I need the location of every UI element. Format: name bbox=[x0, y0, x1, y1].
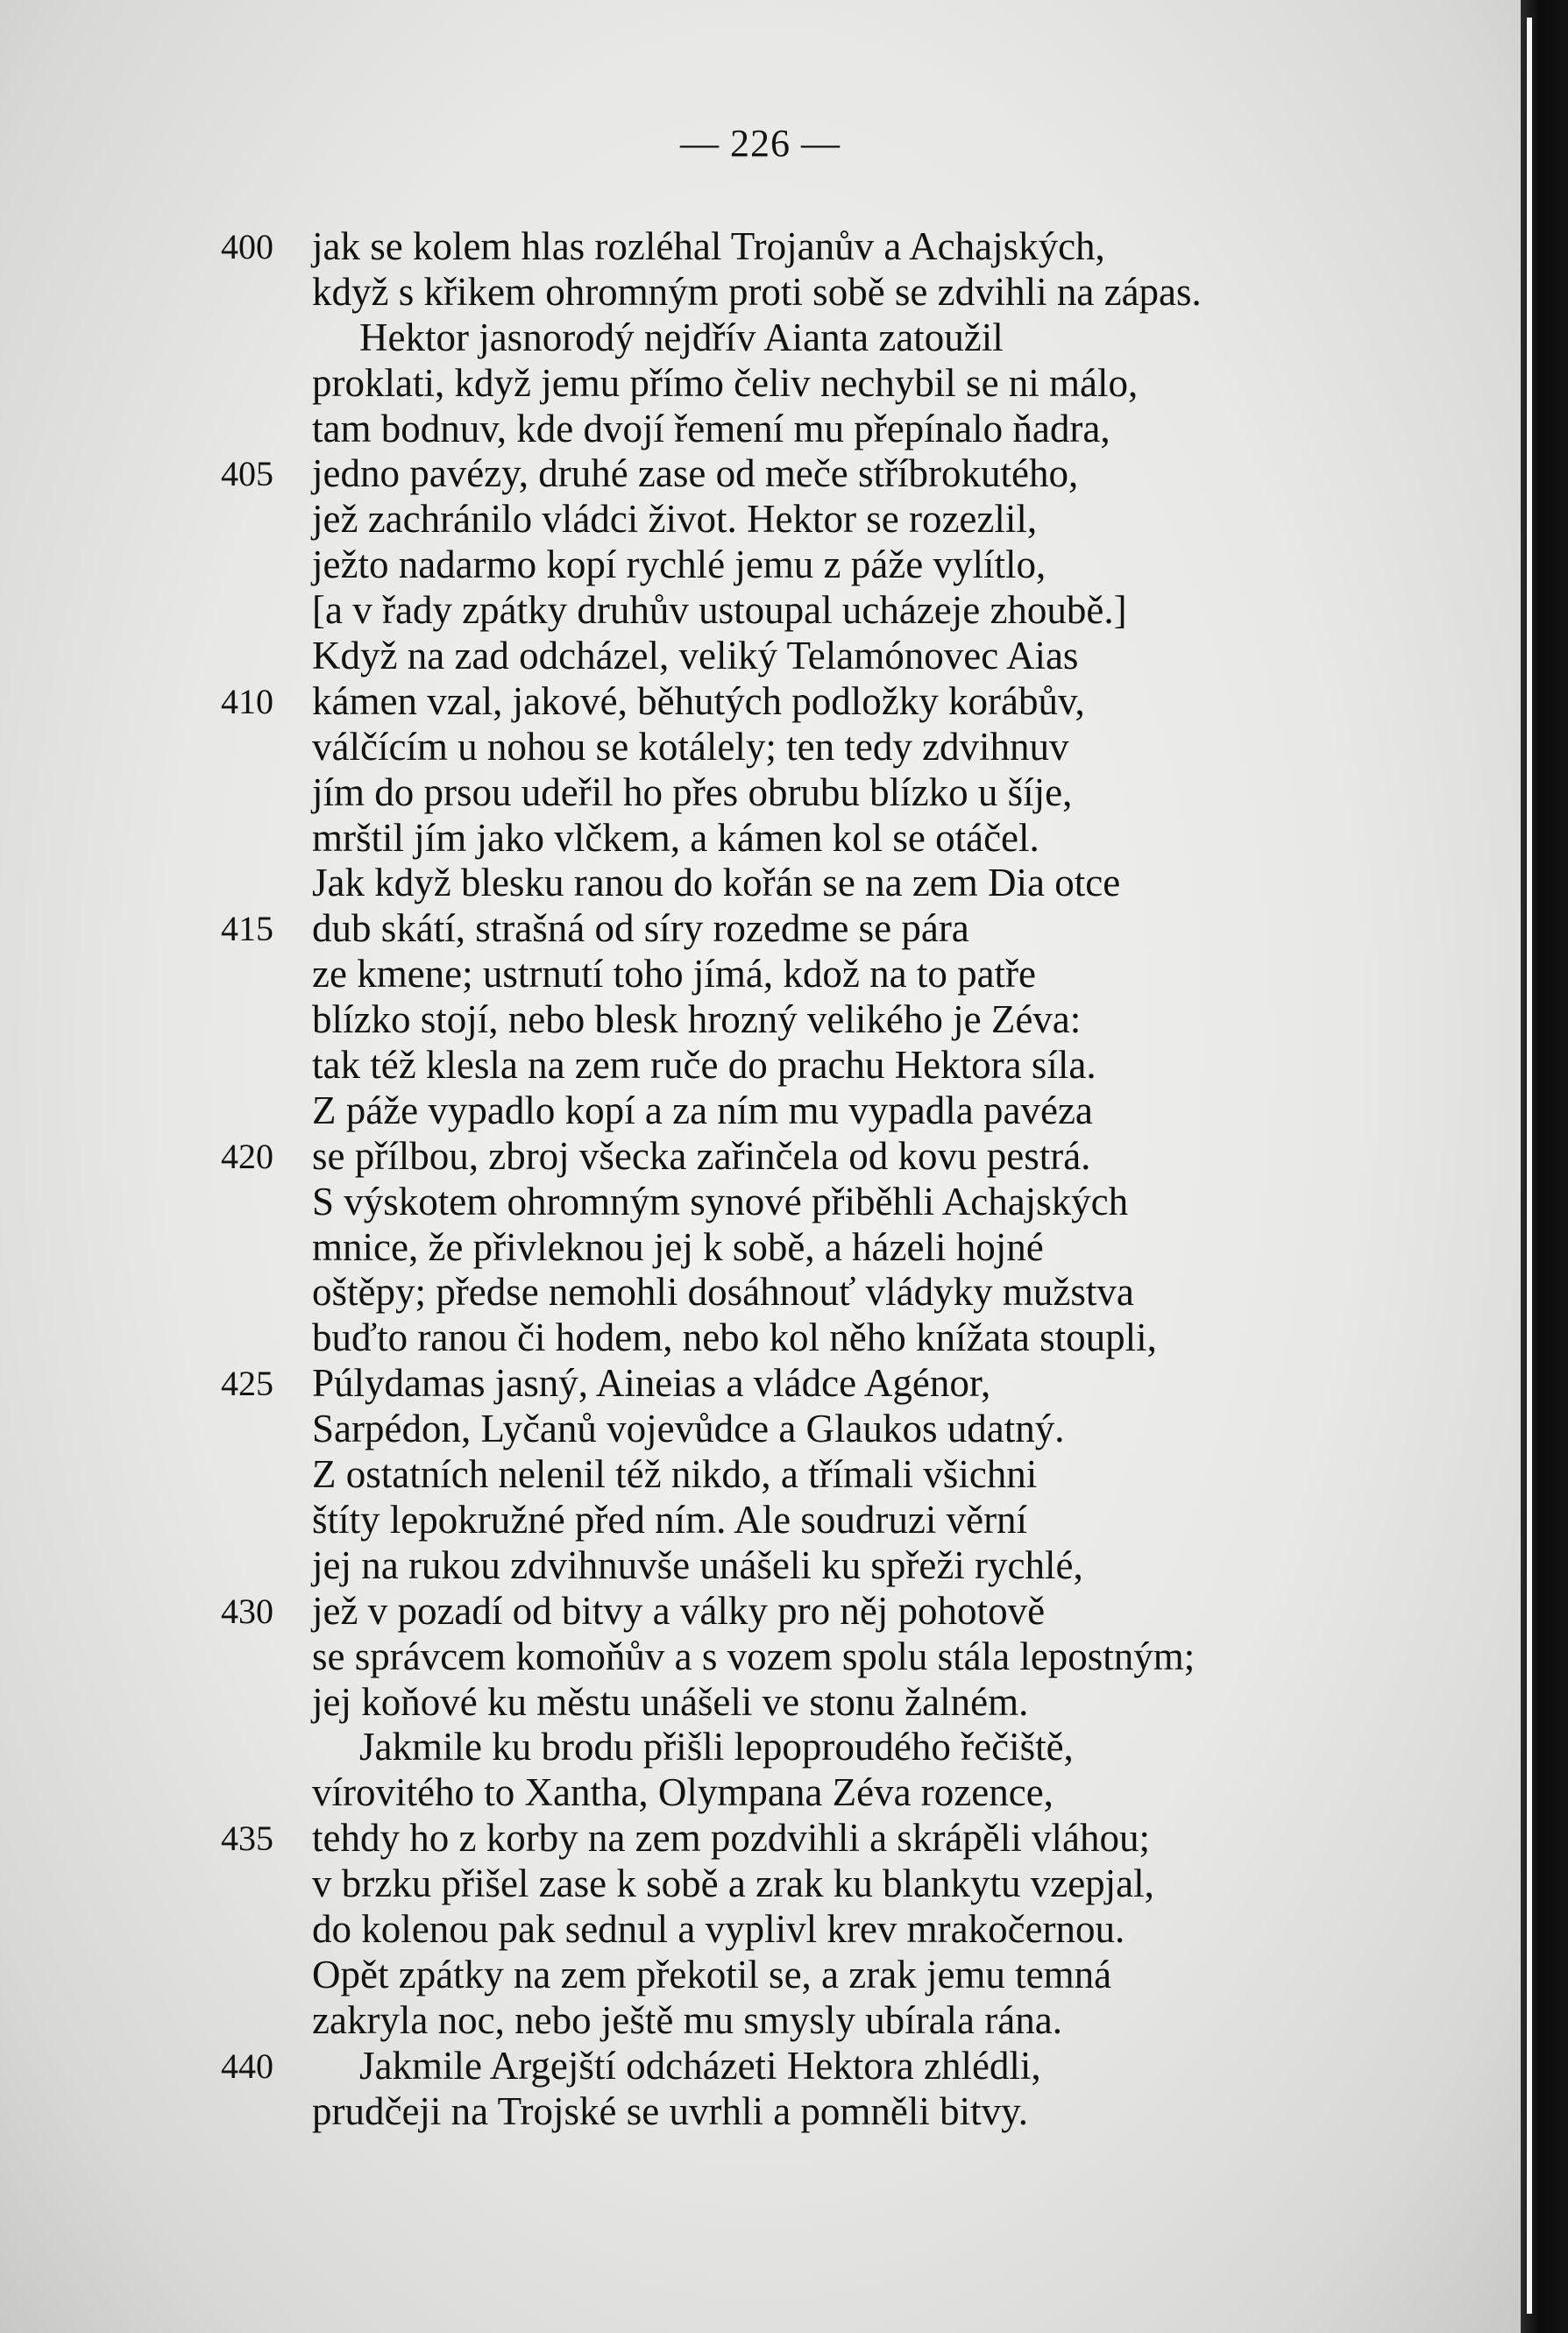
verse-line bbox=[0, 1180, 1521, 1225]
verse-line bbox=[0, 224, 1521, 270]
verse-text: kámen vzal, jakové, běhutých podložky korábův, bbox=[312, 678, 1085, 723]
verse-text: prudčeji na Trojské se uvrhli a pomněli bitvy. bbox=[312, 2088, 1028, 2133]
verse-text: jak se kolem hlas rozléhal Trojanův a Achajských, bbox=[312, 224, 1105, 268]
line-number: 415 bbox=[221, 909, 273, 949]
verse-text: tehdy ho z korby na zem pozdvihli a skrápěli vláhou; bbox=[312, 1816, 1150, 1861]
verse-line bbox=[0, 725, 1521, 770]
verse-text: když s křikem ohromným proti sobě se zdvihli na zápas. bbox=[312, 269, 1202, 314]
verse-text: proklati, když jemu přímo čeliv nechybil se ni málo, bbox=[312, 360, 1139, 405]
verse-line bbox=[0, 497, 1521, 542]
verse-block bbox=[0, 224, 1521, 2134]
verse-line bbox=[0, 1407, 1521, 1452]
verse-line bbox=[0, 906, 1521, 952]
verse-text: ze kmene; ustrnutí toho jímá, kdož na to patře bbox=[312, 952, 1037, 996]
verse-line bbox=[0, 679, 1521, 725]
verse-text: Z páže vypadlo kopí a za ním mu vypadla pavéza bbox=[312, 1088, 1093, 1132]
verse-line bbox=[0, 1270, 1521, 1315]
verse-line bbox=[0, 634, 1521, 679]
verse-text: Jakmile Argejští odcházeti Hektora zhlédli, bbox=[359, 2043, 1041, 2088]
verse-text: ježto nadarmo kopí rychlé jemu z páže vylítlo, bbox=[312, 542, 1047, 587]
verse-text: se přílbou, zbroj všecka zařinčela od kovu pestrá. bbox=[312, 1133, 1091, 1178]
verse-text: [a v řady zpátky druhův ustoupal ucházeje zhoubě.] bbox=[312, 588, 1127, 633]
verse-line bbox=[0, 1452, 1521, 1498]
verse-text: jím do prsou udeřil ho přes obrubu blízko u šíje, bbox=[312, 769, 1073, 814]
verse-text: oštěpy; předse nemohli dosáhnouť vládyky mužstva bbox=[312, 1270, 1134, 1315]
verse-text: štíty lepokružné před ním. Ale soudruzi věrní bbox=[312, 1497, 1028, 1542]
verse-text: S výskotem ohromným synové přiběhli Achajských bbox=[312, 1179, 1129, 1223]
verse-line bbox=[0, 1088, 1521, 1134]
verse-text: vírovitého to Xantha, Olympana Zéva rozence, bbox=[312, 1770, 1054, 1815]
verse-text: se správcem komoňův a s vozem spolu stála lepostným; bbox=[312, 1634, 1196, 1678]
verse-line bbox=[0, 1998, 1521, 2044]
verse-line bbox=[0, 1543, 1521, 1589]
verse-text: Opět zpátky na zem překotil se, a zrak jemu temná bbox=[312, 1952, 1112, 1996]
verse-text: dub skátí, strašná od síry rozedme se pára bbox=[312, 906, 969, 951]
verse-text: blízko stojí, nebo blesk hrozný velikého je Zéva: bbox=[312, 997, 1082, 1042]
verse-line bbox=[0, 2044, 1521, 2089]
verse-text: jej na rukou zdvihnuvše unášeli ku spřeži rychlé, bbox=[312, 1542, 1083, 1587]
line-number: 425 bbox=[221, 1364, 273, 1404]
verse-line bbox=[0, 407, 1521, 452]
verse-text: tam bodnuv, kde dvojí řemení mu přepínalo ňadra, bbox=[312, 406, 1110, 450]
verse-text: v brzku přišel zase k sobě a zrak ku blankytu vzepjal, bbox=[312, 1861, 1154, 1906]
line-number: 400 bbox=[221, 227, 273, 266]
verse-line bbox=[0, 1953, 1521, 1998]
verse-line bbox=[0, 1725, 1521, 1770]
page-edge-line bbox=[1527, 18, 1532, 2314]
verse-text: zakryla noc, nebo ještě mu smysly ubírala rána. bbox=[312, 1997, 1062, 2042]
verse-line bbox=[0, 542, 1521, 588]
verse-text: mnice, že přivleknou jej k sobě, a házeli hojné bbox=[312, 1224, 1044, 1269]
verse-line bbox=[0, 1589, 1521, 1635]
verse-line bbox=[0, 451, 1521, 497]
verse-line bbox=[0, 1225, 1521, 1271]
verse-text: mrštil jím jako vlčkem, a kámen kol se otáčel. bbox=[312, 815, 1039, 860]
verse-text: tak též klesla na zem ruče do prachu Hektora síla. bbox=[312, 1043, 1096, 1088]
verse-line bbox=[0, 816, 1521, 862]
verse-text: Sarpédon, Lyčanů vojevůdce a Glaukos udatný. bbox=[312, 1407, 1065, 1451]
verse-line bbox=[0, 361, 1521, 407]
verse-line bbox=[0, 997, 1521, 1043]
verse-text: do kolenou pak sednul a vyplivl krev mrakočernou. bbox=[312, 1906, 1125, 1951]
verse-line bbox=[0, 1361, 1521, 1407]
verse-text: válčícím u nohou se kotálely; ten tedy zdvihnuv bbox=[312, 724, 1069, 769]
verse-text: Púlydamas jasný, Aineias a vládce Agénor, bbox=[312, 1361, 991, 1406]
line-number: 405 bbox=[221, 454, 273, 494]
verse-line bbox=[0, 1770, 1521, 1816]
verse-text: Z ostatních nelenil též nikdo, a třímali všichni bbox=[312, 1452, 1038, 1497]
verse-line bbox=[0, 1680, 1521, 1726]
verse-line bbox=[0, 1907, 1521, 1953]
verse-text: jež zachránilo vládci život. Hektor se rozezlil, bbox=[312, 497, 1038, 542]
verse-text: Hektor jasnorodý nejdřív Aianta zatoužil bbox=[359, 315, 1004, 359]
verse-line bbox=[0, 1315, 1521, 1361]
line-number: 440 bbox=[221, 2046, 273, 2086]
verse-line bbox=[0, 316, 1521, 361]
page-number: — 226 — bbox=[680, 122, 841, 165]
line-number: 420 bbox=[221, 1136, 273, 1176]
verse-line bbox=[0, 1861, 1521, 1907]
verse-line bbox=[0, 588, 1521, 634]
verse-line bbox=[0, 1134, 1521, 1180]
verse-text: jež v pozadí od bitvy a války pro něj pohotově bbox=[312, 1588, 1046, 1633]
verse-line bbox=[0, 861, 1521, 906]
verse-line bbox=[0, 1043, 1521, 1088]
verse-line bbox=[0, 1816, 1521, 1861]
verse-line bbox=[0, 770, 1521, 816]
verse-text: Jakmile ku brodu přišli lepoproudého řečiště, bbox=[359, 1725, 1074, 1769]
verse-line bbox=[0, 952, 1521, 997]
verse-line bbox=[0, 2089, 1521, 2135]
verse-line bbox=[0, 1635, 1521, 1680]
line-number: 430 bbox=[221, 1591, 273, 1631]
verse-text: jej koňové ku městu unášeli ve stonu žalném. bbox=[312, 1679, 1029, 1724]
verse-text: Když na zad odcházel, veliký Telamónovec Aias bbox=[312, 634, 1079, 678]
verse-text: buďto ranou či hodem, nebo kol něho knížata stoupli, bbox=[312, 1315, 1157, 1360]
verse-line bbox=[0, 270, 1521, 316]
verse-line bbox=[0, 1498, 1521, 1543]
line-number: 410 bbox=[221, 681, 273, 721]
verse-text: jedno pavézy, druhé zase od meče stříbrokutého, bbox=[312, 451, 1079, 496]
verse-text: Jak když blesku ranou do kořán se na zem Dia otce bbox=[312, 861, 1121, 905]
line-number: 435 bbox=[221, 1819, 273, 1859]
